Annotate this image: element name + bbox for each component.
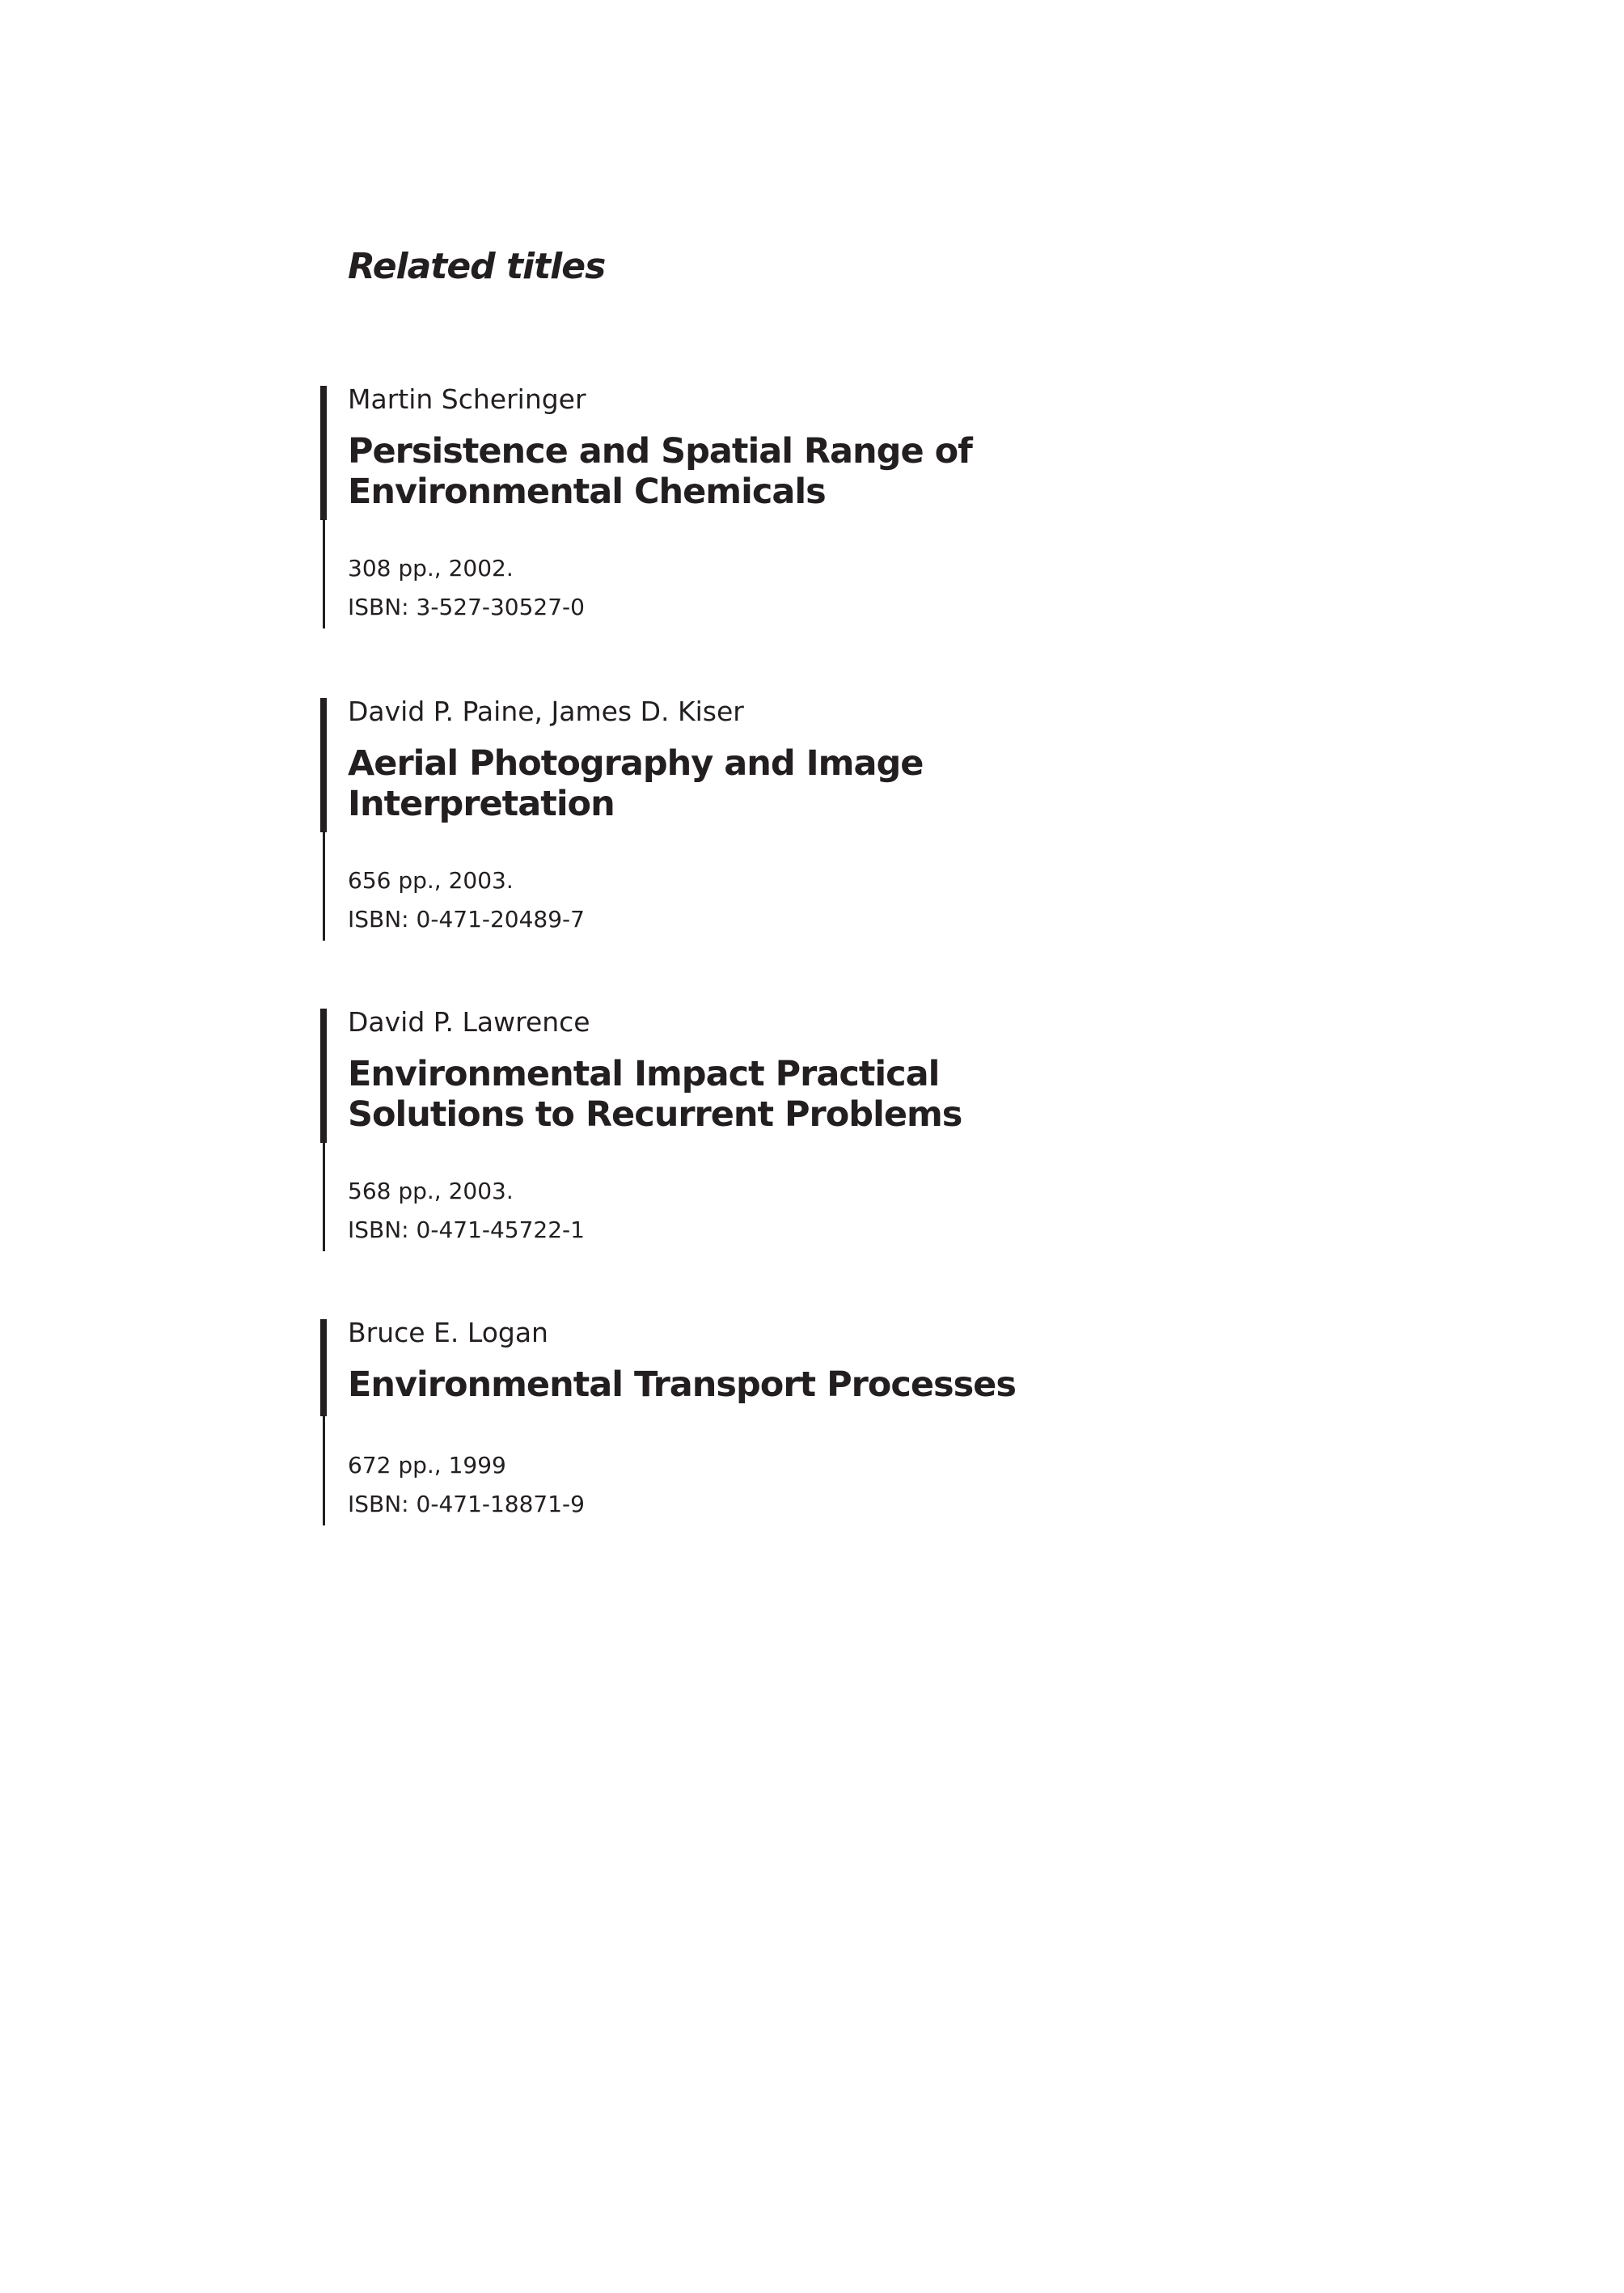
entry-pages: 308 pp., 2002. bbox=[348, 555, 514, 582]
entry-author: David P. Paine, James D. Kiser bbox=[348, 696, 744, 727]
entry-title-line: Environmental Transport Processes bbox=[348, 1364, 1016, 1405]
entry-accent-line bbox=[323, 1416, 325, 1525]
entry-accent-line bbox=[323, 520, 325, 628]
entry-title-line: Persistence and Spatial Range of bbox=[348, 431, 972, 472]
entry-isbn: ISBN: 0-471-20489-7 bbox=[348, 906, 585, 933]
entry-author: Martin Scheringer bbox=[348, 383, 586, 415]
entry-author: David P. Lawrence bbox=[348, 1006, 590, 1038]
entry-pages: 568 pp., 2003. bbox=[348, 1178, 514, 1204]
entry-title-line: Solutions to Recurrent Problems bbox=[348, 1094, 962, 1135]
entry-accent-bar bbox=[320, 386, 327, 520]
entry-accent-line bbox=[323, 832, 325, 941]
entry-title bbox=[348, 743, 923, 824]
related-title-entry bbox=[320, 383, 1372, 628]
entry-pages: 672 pp., 1999 bbox=[348, 1452, 506, 1479]
entry-author: Bruce E. Logan bbox=[348, 1317, 548, 1348]
entry-title-line: Interpretation bbox=[348, 784, 615, 824]
entry-title-line: Environmental Chemicals bbox=[348, 472, 826, 512]
entry-pages: 656 pp., 2003. bbox=[348, 867, 514, 894]
entry-accent-bar bbox=[320, 1009, 327, 1143]
entry-title bbox=[348, 1054, 962, 1135]
entry-accent-bar bbox=[320, 1319, 327, 1416]
entry-title-line: Aerial Photography and Image bbox=[348, 743, 924, 784]
entry-title bbox=[348, 1364, 1016, 1405]
entry-isbn: ISBN: 0-471-45722-1 bbox=[348, 1216, 585, 1243]
related-title-entry bbox=[320, 1006, 1372, 1251]
entry-isbn: ISBN: 3-527-30527-0 bbox=[348, 594, 585, 620]
entry-isbn: ISBN: 0-471-18871-9 bbox=[348, 1491, 585, 1517]
entry-accent-line bbox=[323, 1143, 325, 1251]
entry-accent-bar bbox=[320, 698, 327, 832]
page-heading: Related titles bbox=[348, 246, 606, 287]
entry-title bbox=[348, 431, 972, 512]
entry-title-line: Environmental Impact Practical bbox=[348, 1054, 940, 1094]
related-title-entry bbox=[320, 698, 1372, 941]
related-title-entry bbox=[320, 1319, 1372, 1525]
